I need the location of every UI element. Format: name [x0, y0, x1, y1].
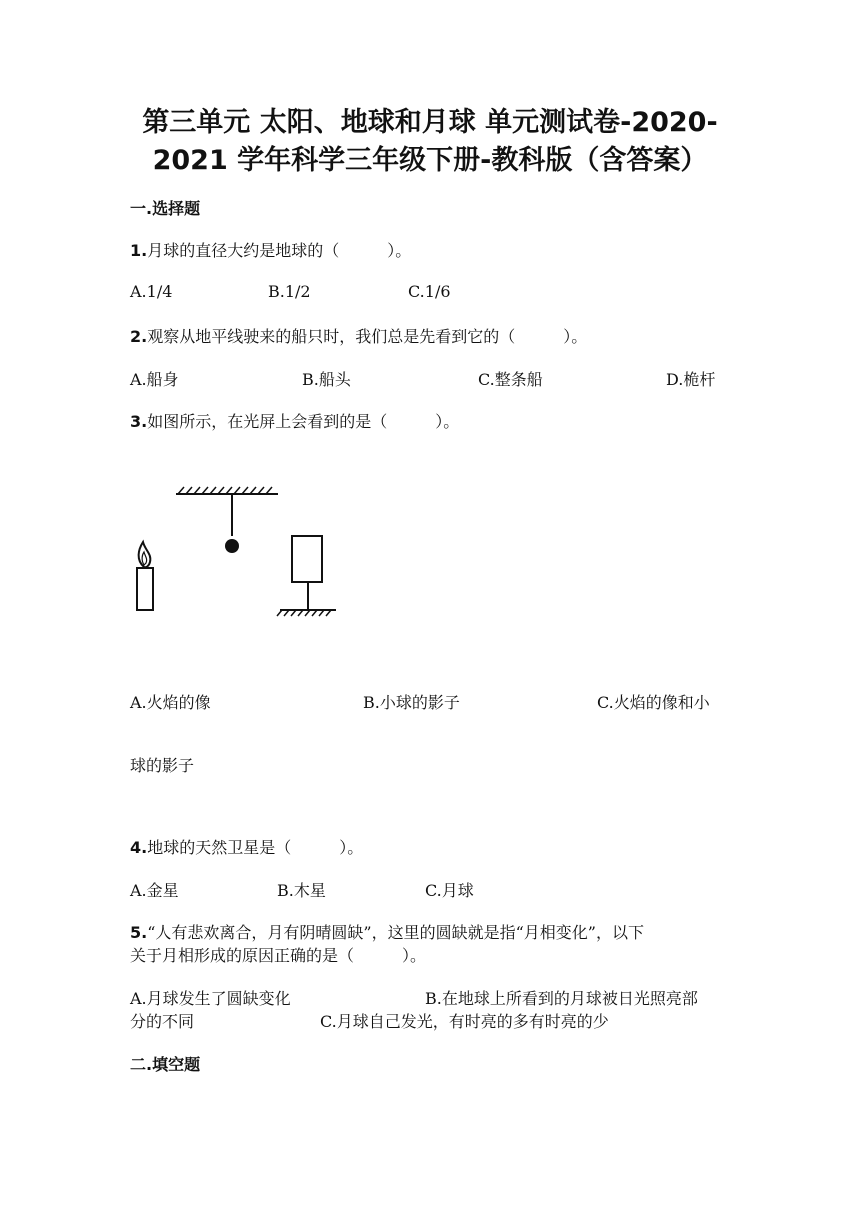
q3-option-c-wrap: 球的影子 [130, 756, 195, 775]
question-number: 3. [130, 412, 148, 431]
question-text: 地球的天然卫星是（ ）。 [147, 838, 364, 857]
q4-option-b: B.木星 [277, 881, 326, 900]
page-title-line-1: 第三单元 太阳、地球和月球 单元测试卷-2020- [142, 107, 718, 138]
q1-option-c: C.1/6 [408, 282, 451, 301]
q3-option-c: C.火焰的像和小 [597, 693, 710, 712]
section-heading-choice: 一.选择题 [130, 199, 201, 218]
q3-option-b: B.小球的影子 [363, 693, 460, 712]
light-screen-icon [277, 536, 336, 616]
question-number: 5. [130, 923, 148, 942]
q5-option-b-wrap: 分的不同 [130, 1012, 195, 1031]
question-3 [130, 409, 459, 432]
q1-option-b: B.1/2 [268, 282, 311, 301]
experiment-figure [128, 470, 348, 630]
q5-option-a: A.月球发生了圆缺变化 [130, 989, 291, 1008]
page-title-line-2: 2021 学年科学三年级下册-教科版（含答案） [152, 145, 708, 176]
question-text: 如图所示，在光屏上会看到的是（ ）。 [147, 412, 460, 431]
question-number: 4. [130, 838, 148, 857]
question-number: 2. [130, 327, 148, 346]
q2-option-d: D.桅杆 [666, 370, 716, 389]
q3-option-a: A.火焰的像 [130, 693, 211, 712]
q4-option-c: C.月球 [425, 881, 474, 900]
question-1 [130, 238, 411, 261]
q5-option-b: B.在地球上所看到的月球被日光照亮部 [425, 989, 698, 1008]
ball-icon [225, 539, 239, 553]
candle-icon [137, 542, 153, 610]
question-number: 1. [130, 241, 148, 260]
question-5-line-2: 关于月相形成的原因正确的是（ ）。 [130, 946, 427, 965]
q2-option-a: A.船身 [130, 370, 179, 389]
q2-option-c: C.整条船 [478, 370, 543, 389]
q2-option-b: B.船头 [302, 370, 351, 389]
question-5 [130, 920, 644, 943]
question-text: 月球的直径大约是地球的（ ）。 [147, 241, 412, 260]
q1-option-a: A.1/4 [130, 282, 173, 301]
ceiling-mount-icon [176, 487, 278, 536]
question-text: 观察从地平线驶来的船只时，我们总是先看到它的（ ）。 [147, 327, 588, 346]
question-4 [130, 835, 363, 858]
q4-option-a: A.金星 [130, 881, 179, 900]
section-heading-fill: 二.填空题 [130, 1055, 201, 1074]
question-2 [130, 324, 587, 347]
question-text-line-1: “人有悲欢离合，月有阴晴圆缺”，这里的圆缺就是指“月相变化”，以下 [147, 923, 644, 942]
q5-option-c: C.月球自己发光，有时亮的多有时亮的少 [320, 1012, 609, 1031]
